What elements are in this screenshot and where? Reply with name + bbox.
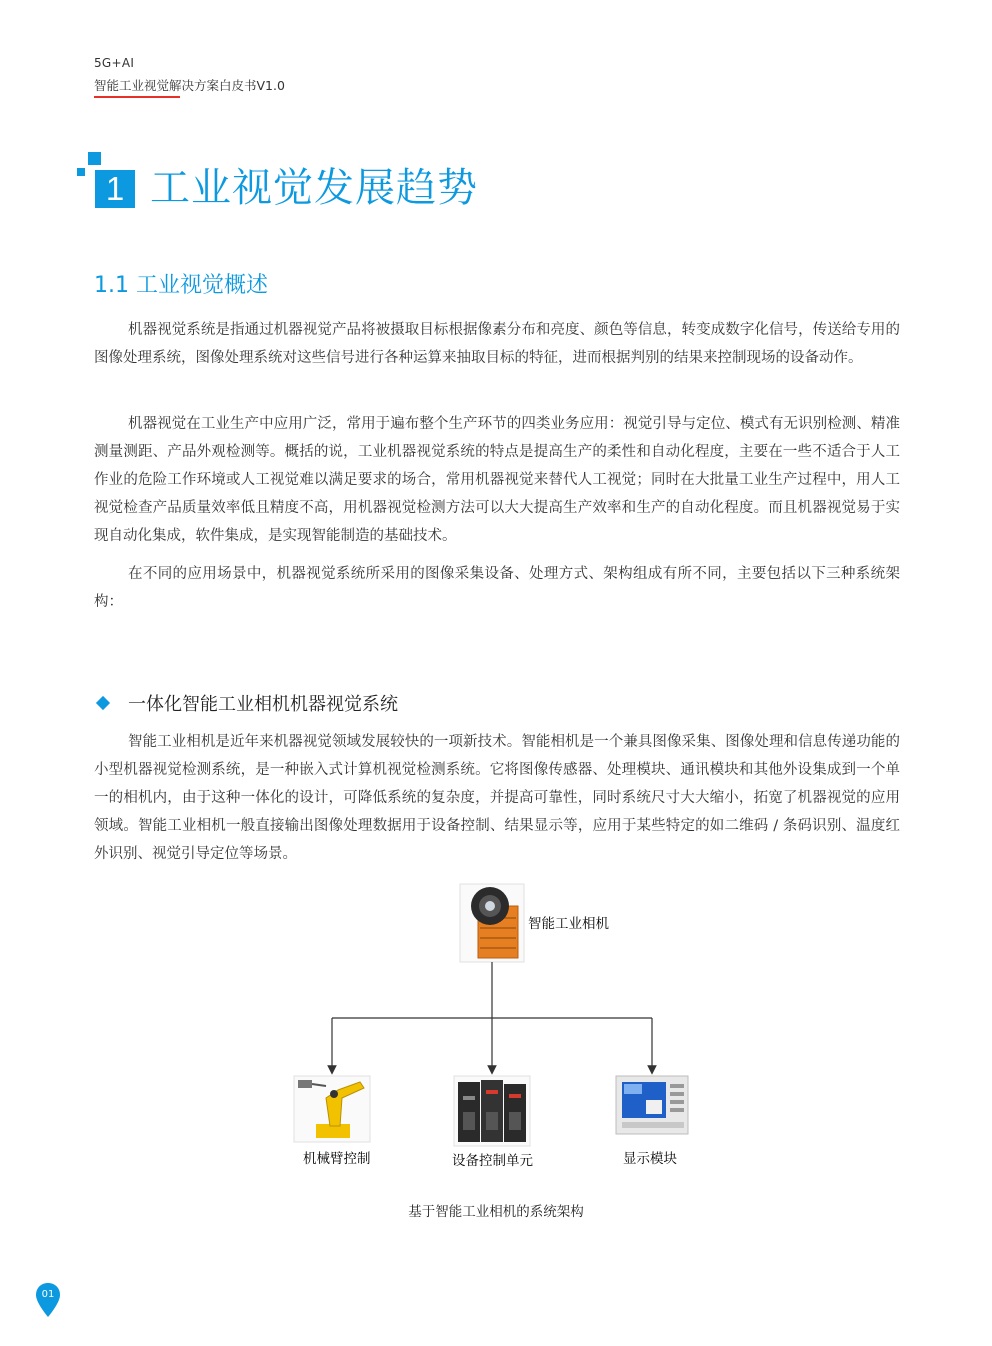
bullet-title: 一体化智能工业相机机器视觉系统 [128,694,398,715]
paragraph-2: 机器视觉在工业生产中应用广泛，常用于遍布整个生产环节的四类业务应用：视觉引导与定位、模式有无识别检测、精准测量测距、产品外观检测等。概括的说，工业机器视觉系统的特点是提高生产的柔性和自动化程度，主要在一些不适合于人工作业的危险工作环境或人工视觉难以满足要求的场合，常用机器视觉来替代人工视觉；同时在大批量工业生产过程中，用人工视觉检查产品质量效率低且精度不高，用机器视觉检测方法可以大大提高生产效率和生产的自动化程度。而且机器视觉易于实现自动化集成，软件集成，是实现智能制造的基础技术。 [94,416,900,544]
paragraph-1: 机器视觉系统是指通过机器视觉产品将被摄取目标根据像素分布和亮度、颜色等信息，转变成数字化信号，传送给专用的图像处理系统，图像处理系统对这些信号进行各种运算来抽取目标的特征，进而根据判别的结果来控制现场的设备动作。 [94,322,900,366]
page-number: 01 [41,1289,55,1300]
figure-caption: 基于智能工业相机的系统架构 [408,1204,584,1220]
section-title: 1.1 工业视觉概述 [94,273,268,298]
header-underline [94,96,180,98]
smart-camera-image [460,884,524,962]
document-title: 智能工业视觉解决方案白皮书V1.0 [94,78,285,93]
diagram-node-label-robot-arm: 机械臂控制 [303,1151,371,1167]
diagram-top-label: 智能工业相机 [528,916,609,932]
robot-arm-image [294,1076,370,1142]
bullet-paragraph: 智能工业相机是近年来机器视觉领域发展较快的一项新技术。智能相机是一个兼具图像采集、图像处理和信息传递功能的小型机器视觉检测系统，是一种嵌入式计算机视觉检测系统。它将图像传感器、处理模块、通讯模块和其他外设集成到一个单一的相机内，由于这种一体化的设计，可降低系统的复杂度，并提高可靠性，同时系统尺寸大大缩小，拓宽了机器视觉的应用领域。智能工业相机一般直接输出图像处理数据用于设备控制、结果显示等，应用于某些特定的如二维码 / 条码识别、温度红外识别、视觉引导定位等场景。 [94,734,900,862]
controller-unit-image [454,1076,530,1146]
header-tag: 5G+AI [94,56,135,70]
system-architecture-diagram [280,876,720,1176]
diagram-node-label-display: 显示模块 [623,1151,677,1167]
chapter-number: 1 [95,170,135,208]
paragraph-3: 在不同的应用场景中，机器视觉系统所采用的图像采集设备、处理方式、架构组成有所不同，主要包括以下三种系统架构： [94,566,900,610]
diamond-bullet-icon [96,696,110,710]
display-module-image [616,1076,688,1134]
chapter-title: 工业视觉发展趋势 [150,165,478,211]
diagram-node-label-controller: 设备控制单元 [452,1153,533,1169]
bullet-heading [94,688,398,718]
